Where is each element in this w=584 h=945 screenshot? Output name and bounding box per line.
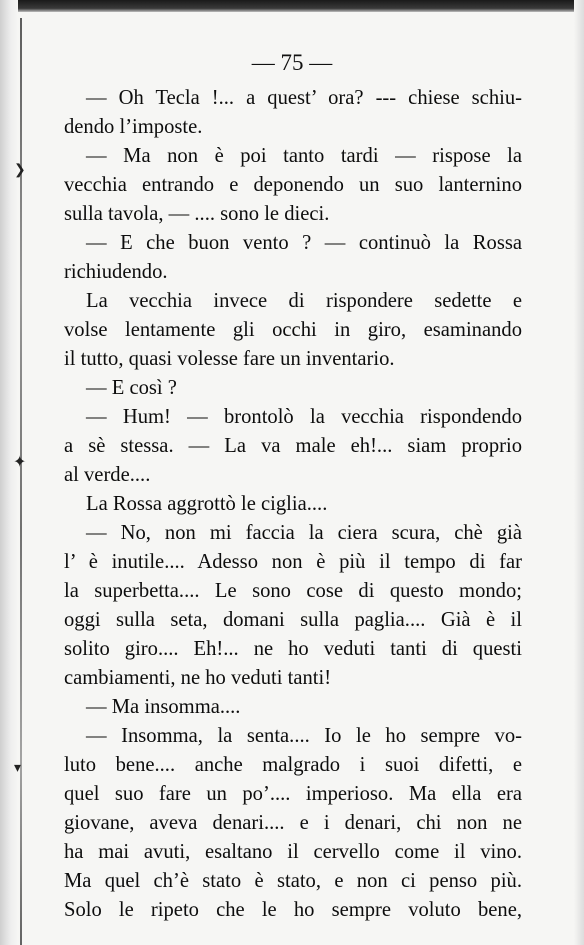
text-line: Ma quel ch’è stato è stato, e non ci penso più. xyxy=(64,870,522,892)
text-line: — Ma non è poi tanto tardi — rispose la xyxy=(86,145,522,167)
text-line: al verde.... xyxy=(64,464,151,486)
text-line: volse lentamente gli occhi in giro, esaminando xyxy=(64,319,522,341)
margin-mark: ✦ xyxy=(13,452,27,471)
text-line: ha mai avuti, esaltano il cervello come il vino. xyxy=(64,841,522,863)
text-line: Solo le ripeto che le ho sempre voluto bene, xyxy=(64,899,522,921)
page-number: — 75 — xyxy=(251,50,333,75)
text-line: cambiamenti, ne ho veduti tanti! xyxy=(64,667,332,689)
text-line: la superbetta.... Le sono cose di questo mondo; xyxy=(64,580,522,602)
text-line: dendo l’imposte. xyxy=(64,116,203,138)
text-line: il tutto, quasi volesse fare un inventario. xyxy=(64,348,395,370)
text-line: richiudendo. xyxy=(64,261,168,283)
text-line: vecchia entrando e deponendo un suo lanternino xyxy=(64,174,522,196)
text-line: l’ è inutile.... Adesso non è più il tempo di far xyxy=(64,551,522,573)
page-right-edge xyxy=(574,0,584,945)
text-line: La Rossa aggrottò le ciglia.... xyxy=(86,493,328,515)
body-text xyxy=(64,84,522,925)
text-line: sulla tavola, — .... sono le dieci. xyxy=(64,203,330,225)
text-line: oggi sulla seta, domani sulla paglia.... Già è il xyxy=(64,609,522,631)
text-line: — Insomma, la senta.... Io le ho sempre vo- xyxy=(86,725,522,747)
text-line: a sè stessa. — La va male eh!... siam proprio xyxy=(64,435,522,457)
text-line: — No, non mi faccia la ciera scura, chè già xyxy=(86,522,522,544)
text-line: giovane, aveva denari.... e i denari, chi non ne xyxy=(64,812,522,834)
page-top-edge xyxy=(0,0,584,12)
text-line: — Oh Tecla !... a quest’ ora? --- chiese schiu- xyxy=(86,87,522,109)
text-line: — E che buon vento ? — continuò la Rossa xyxy=(86,232,522,254)
page-gutter xyxy=(0,0,18,945)
text-line: — E così ? xyxy=(86,377,177,399)
text-line: La vecchia invece di rispondere sedette e xyxy=(86,290,522,312)
text-line: solito giro.... Eh!... ne ho veduti tanti di questi xyxy=(64,638,522,660)
margin-mark: ▾ xyxy=(14,760,22,776)
text-line: luto bene.... anche malgrado i suoi difetti, e xyxy=(64,754,522,776)
text-line: — Ma insomma.... xyxy=(86,696,241,718)
text-line: quel suo fare un po’.... imperioso. Ma ella era xyxy=(64,783,522,805)
text-line: — Hum! — brontolò la vecchia rispondendo xyxy=(86,406,522,428)
binding-line xyxy=(20,18,22,945)
margin-mark: ❯ xyxy=(14,162,26,178)
